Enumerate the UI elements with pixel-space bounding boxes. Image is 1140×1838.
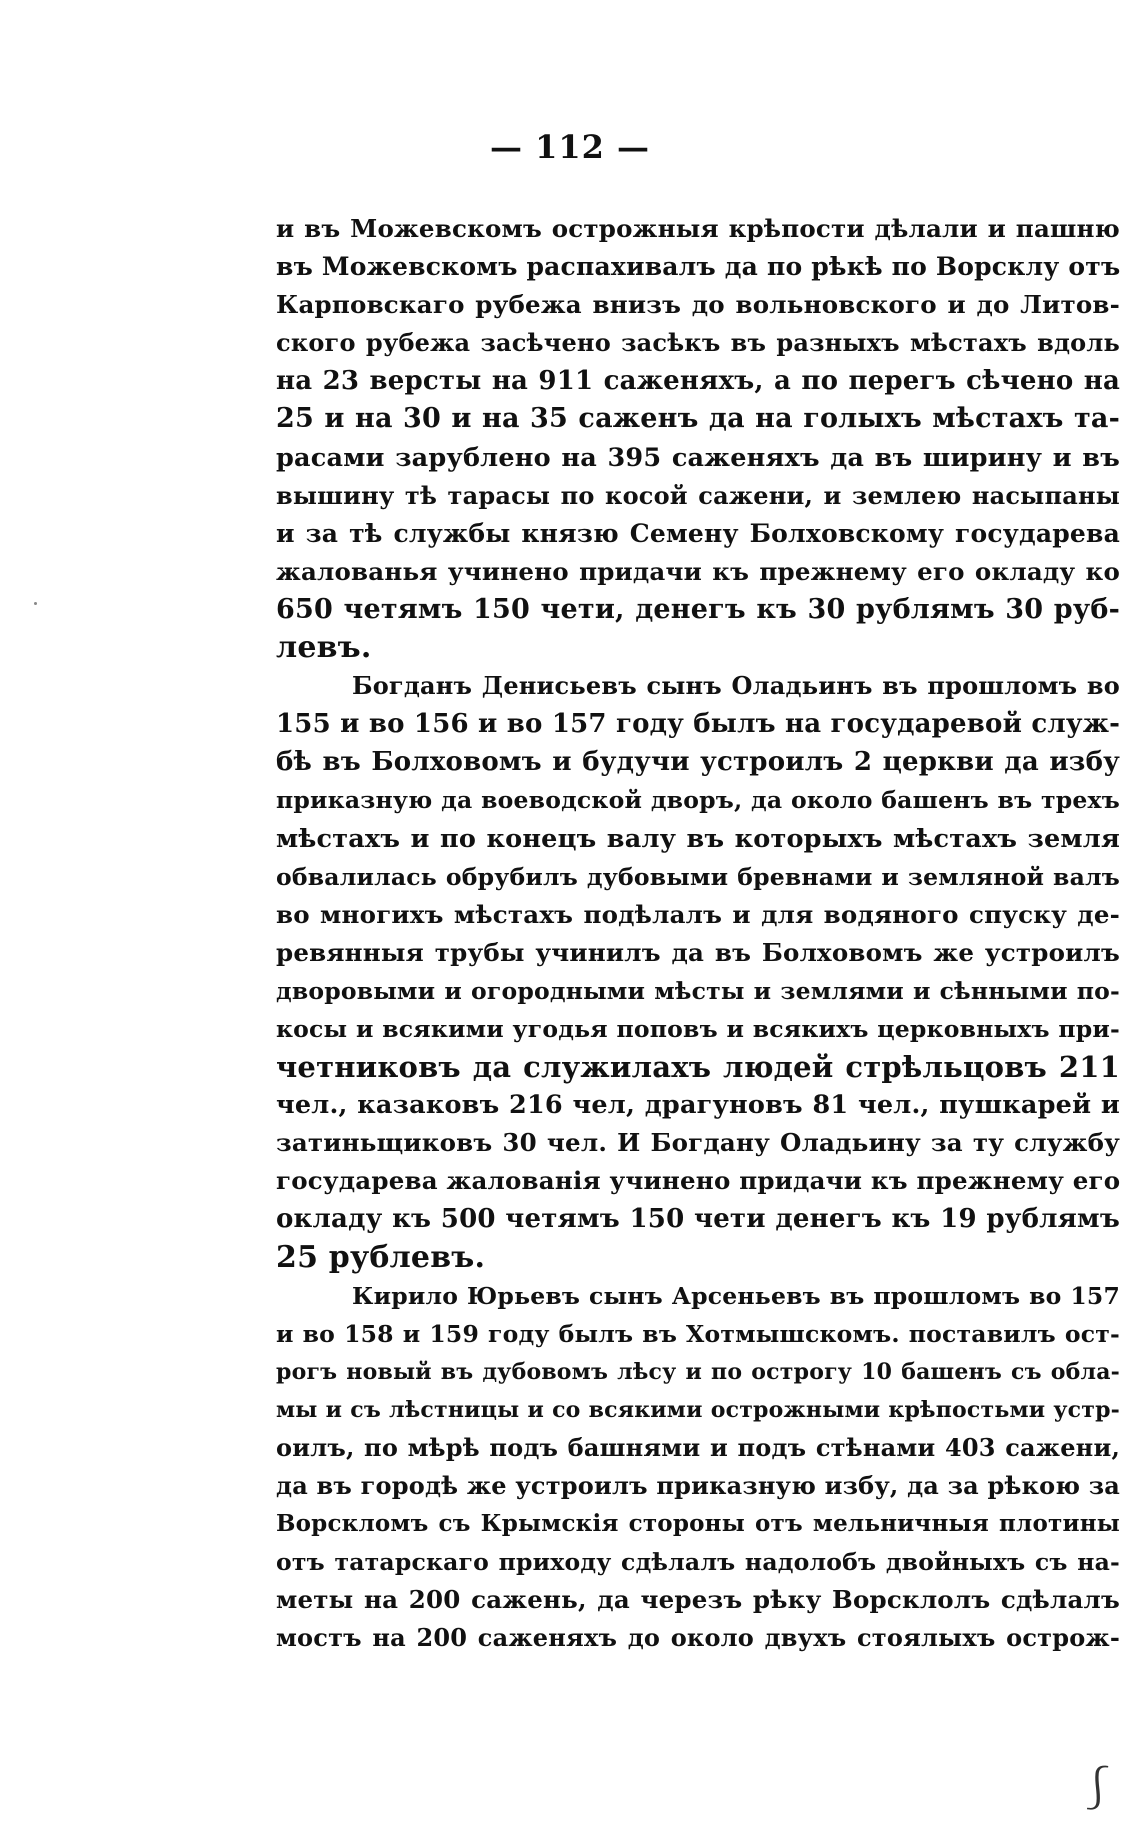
- text-line: ревянныя трубы учинилъ да въ Болховомъ же устроилъ: [276, 937, 1120, 967]
- text-line: и за тѣ службы князю Семену Болховскому государева: [276, 518, 1120, 548]
- text-line: окладу къ 500 четямъ 150 чети денегъ къ 19 рублямъ: [276, 1204, 1120, 1235]
- text-line: левъ.: [276, 630, 372, 666]
- text-line: жалованья учинено придачи къ прежнему его окладу ко: [276, 556, 1120, 586]
- text-line: 25 рублевъ.: [276, 1239, 486, 1275]
- text-line: меты на 200 сажень, да черезъ рѣку Ворсклолъ сдѣлалъ: [276, 1585, 1120, 1615]
- text-line: на 23 версты на 911 саженяхъ, а по перегъ сѣчено на: [276, 366, 1120, 397]
- text-line: мы и съ лѣстницы и со всякими острожными крѣпостьми устр-: [276, 1396, 1120, 1423]
- text-line: ского рубежа засѣчено засѣкъ въ разныхъ мѣстахъ вдоль: [276, 328, 1120, 358]
- text-line: Ворскломъ съ Крымскія стороны отъ мельничныя плотины: [276, 1510, 1120, 1538]
- text-line: оилъ, по мѣрѣ подъ башнями и подъ стѣнами 403 сажени,: [276, 1433, 1120, 1462]
- text-line: 155 и во 156 и во 157 году былъ на государевой служ-: [276, 709, 1121, 740]
- paragraph-start-line: Богданъ Денисьевъ сынъ Оладьинъ въ прошломъ во: [352, 671, 1120, 701]
- text-line: и въ Можевскомъ острожныя крѣпости дѣлали и пашню: [276, 214, 1120, 243]
- text-line: 25 и на 30 и на 35 саженъ да на голыхъ мѣстахъ та-: [276, 403, 1120, 435]
- text-line: вышину тѣ тарасы по косой сажени, и землею насыпаны: [276, 480, 1120, 510]
- main-text: [276, 210, 1120, 1658]
- text-line: дворовыми и огородными мѣсты и землями и сѣнными по-: [276, 976, 1120, 1005]
- text-line: обвалилась обрубилъ дубовыми бревнами и земляной валъ: [276, 862, 1120, 891]
- text-line: чел., казаковъ 216 чел, драгуновъ 81 чел., пушкарей и: [276, 1090, 1120, 1121]
- scan-speck: [34, 602, 37, 605]
- text-line: отъ татарскаго приходу сдѣлалъ надолобъ двойныхъ съ на-: [276, 1548, 1120, 1577]
- text-line: расами зарублено на 395 саженяхъ да въ ширину и въ: [276, 442, 1120, 473]
- text-line: и во 158 и 159 году былъ въ Хотмышскомъ. поставилъ ост-: [276, 1319, 1120, 1348]
- text-line: мѣстахъ и по конецъ валу въ которыхъ мѣстахъ земля: [276, 823, 1120, 854]
- text-line: рогъ новый въ дубовомъ лѣсу и по острогу 10 башенъ съ обла-: [276, 1358, 1120, 1385]
- text-line: государева жалованія учинено придачи къ прежнему его: [276, 1166, 1121, 1196]
- text-line: во многихъ мѣстахъ подѣлалъ и для водяного спуску де-: [276, 899, 1120, 929]
- text-line: Карповскаго рубежа внизъ до вольновского и до Литов-: [276, 290, 1120, 320]
- text-line: да въ городѣ же устроилъ приказную избу, да за рѣкою за: [276, 1471, 1120, 1501]
- text-line: косы и всякими угодья поповъ и всякихъ церковныхъ при-: [276, 1014, 1120, 1043]
- text-line: мостъ на 200 саженяхъ до около двухъ стоялыхъ острож-: [276, 1623, 1120, 1653]
- text-line: приказную да воеводской дворъ, да около башенъ въ трехъ: [276, 786, 1120, 815]
- text-line: четниковъ да служилахъ людей стрѣльцовъ 211: [276, 1050, 1120, 1085]
- text-line: въ Можевскомъ распахивалъ да по рѣкѣ по Ворсклу отъ: [276, 252, 1121, 282]
- text-line: 650 четямъ 150 чети, денегъ къ 30 рублямъ 30 руб-: [276, 593, 1120, 625]
- margin-pencil-mark: ⎰: [1072, 1760, 1123, 1817]
- text-line: бѣ въ Болховомъ и будучи устроилъ 2 церкви да избу: [276, 747, 1120, 778]
- paragraph-start-line: Кирило Юрьевъ сынъ Арсеньевъ въ прошломъ во 157: [352, 1281, 1120, 1310]
- text-line: затиньщиковъ 30 чел. И Богдану Оладьину за ту службу: [276, 1128, 1120, 1158]
- page-number: — 112 —: [489, 128, 651, 166]
